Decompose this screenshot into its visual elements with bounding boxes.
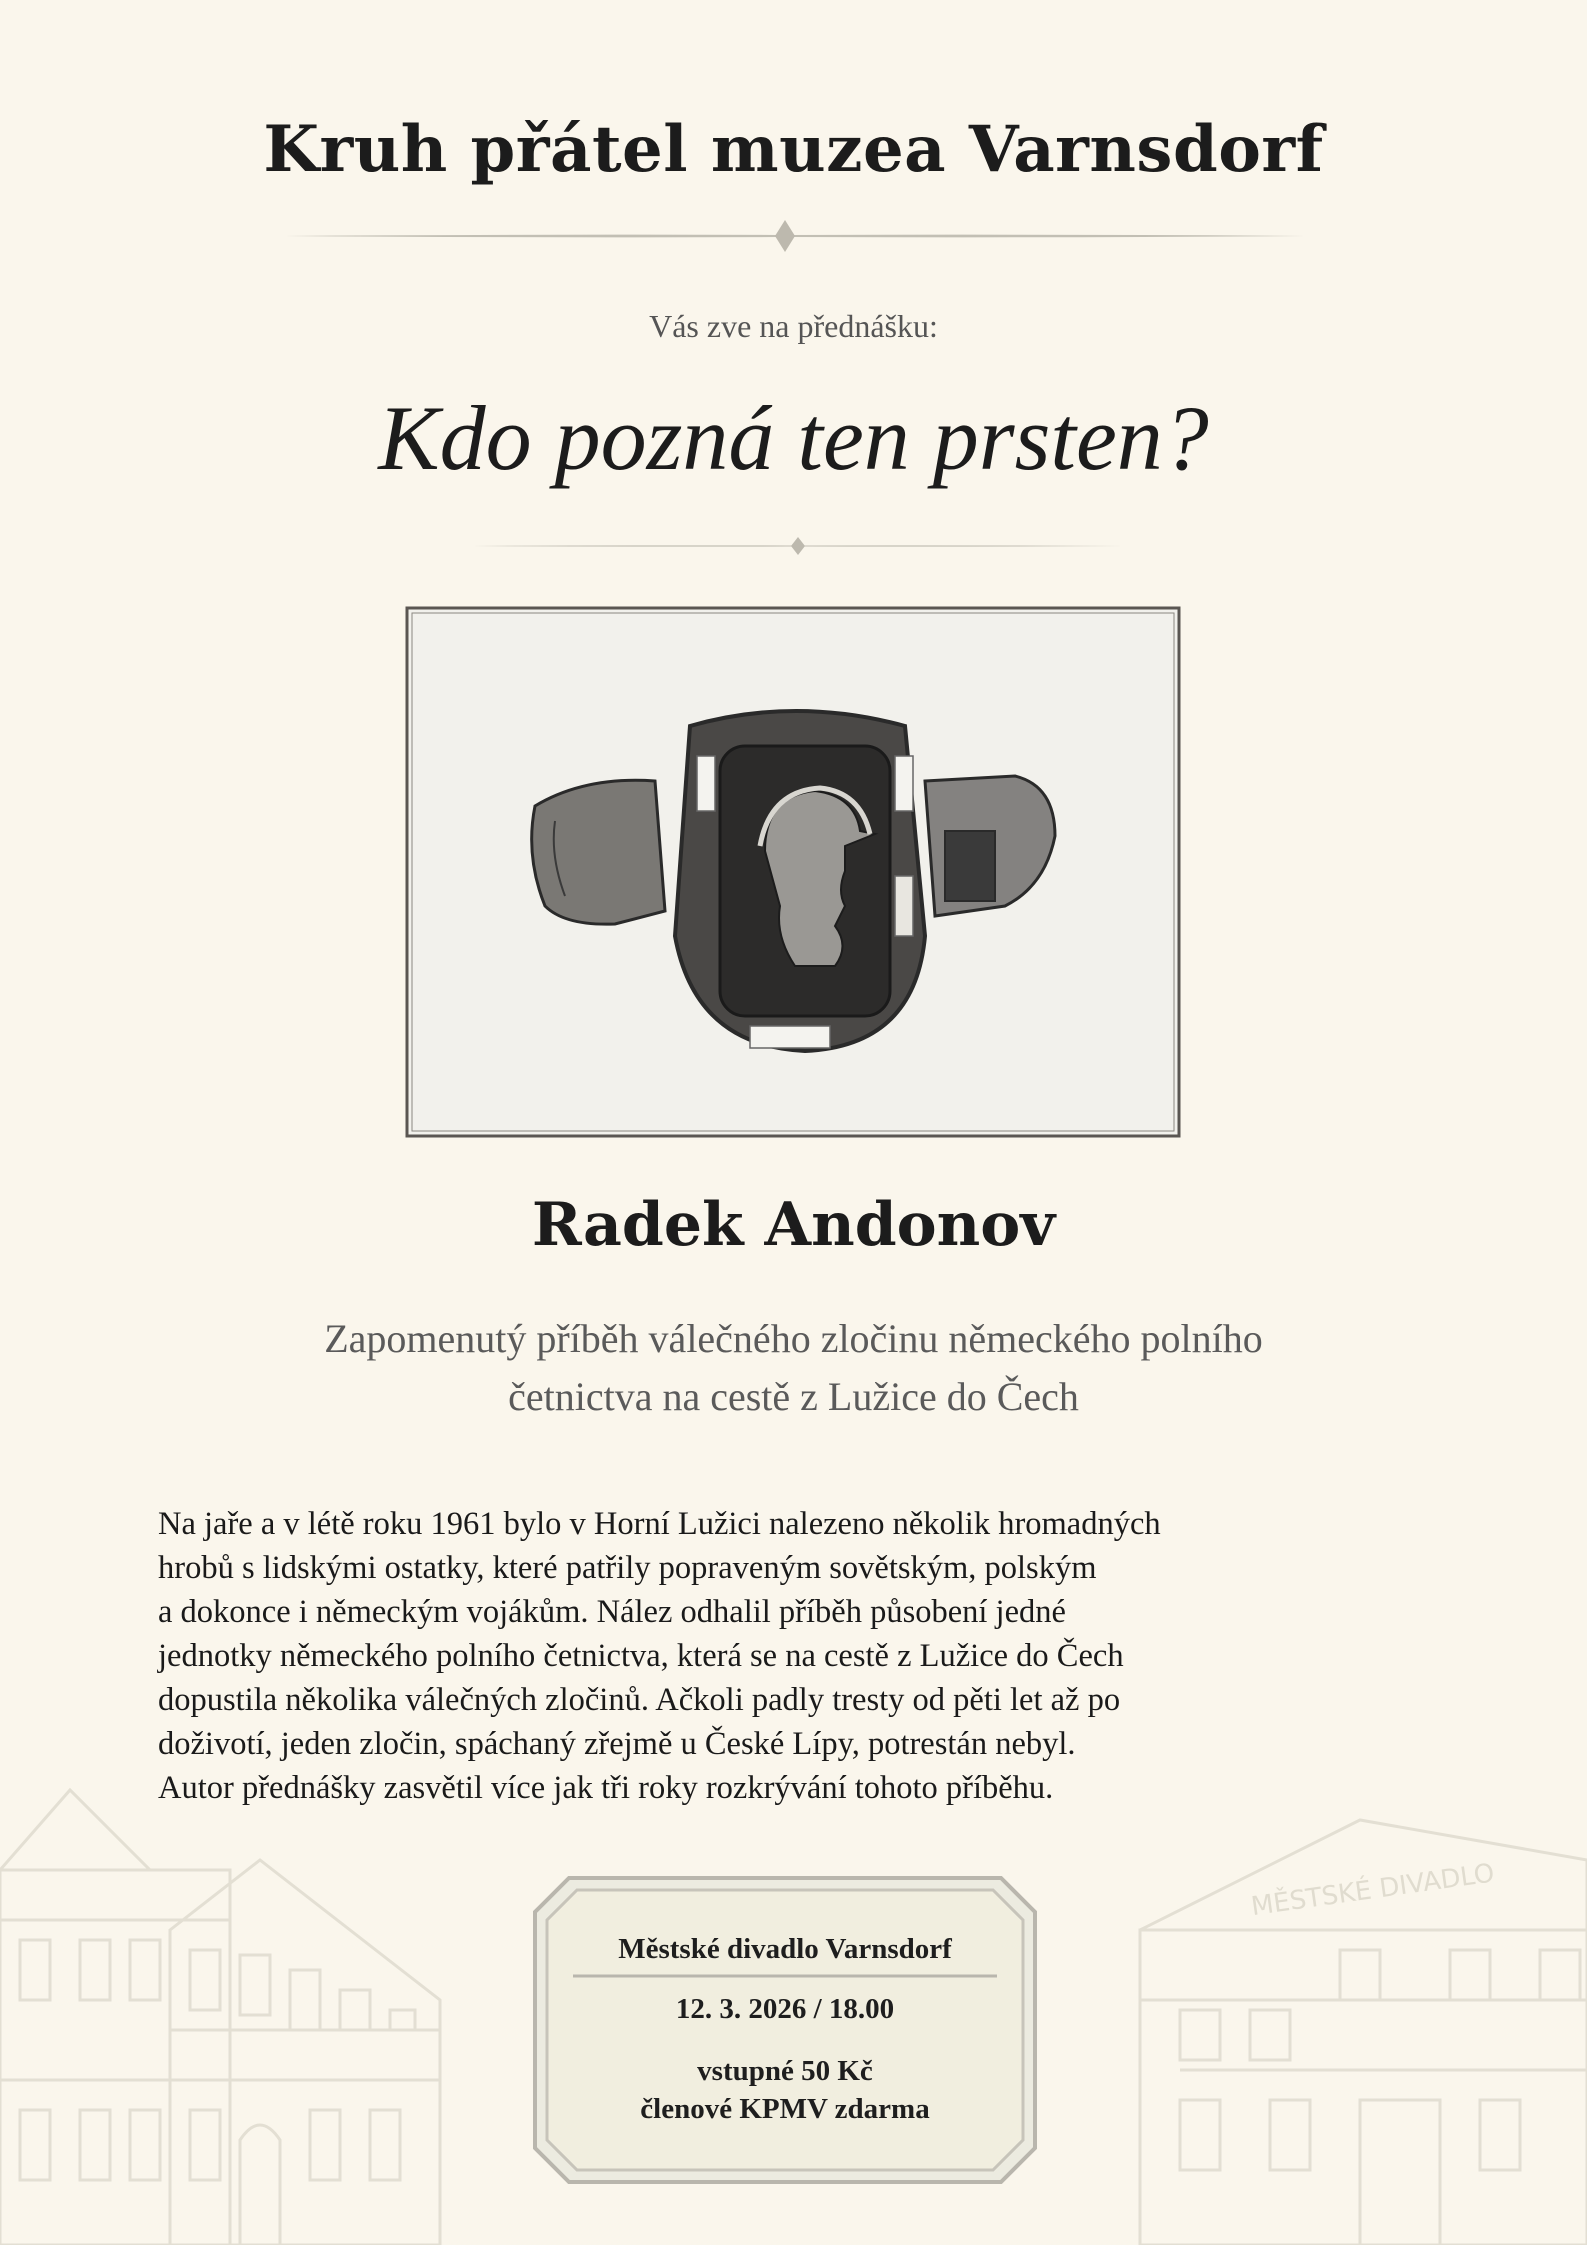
top-ornament-divider <box>285 218 1305 254</box>
event-datetime: 12. 3. 2026 / 18.00 <box>675 1993 895 2025</box>
background-sign: MĚSTSKÉ DIVADLO <box>1249 1858 1497 1923</box>
event-info-box <box>533 1876 1037 2184</box>
invitation-text: Vás zve na přednášku: <box>649 308 938 344</box>
event-members-price: členové KPMV zdarma <box>640 2093 930 2125</box>
description-line: doživotí, jeden zločin, spáchaný zřejmě u České Lípy, potrestán nebyl. <box>158 1726 1076 1762</box>
event-venue: Městské divadlo Varnsdorf <box>618 1933 952 1965</box>
lecture-description <box>158 1502 1428 1810</box>
lecture-subtitle <box>0 1310 1587 1426</box>
description-line: jednotky německého polního četnictva, která se na cestě z Lužice do Čech <box>158 1638 1124 1674</box>
background-building-left <box>0 1780 460 2245</box>
title-ornament-divider <box>473 535 1123 557</box>
ring-illustration <box>405 606 1181 1138</box>
subtitle-line: Zapomenutý příběh válečného zločinu německého polního <box>324 1316 1263 1361</box>
background-building-right <box>1120 1800 1587 2245</box>
event-price: vstupné 50 Kč <box>697 2055 873 2087</box>
lecture-title: Kdo pozná ten prsten? <box>378 387 1209 489</box>
speaker-name: Radek Andonov <box>531 1190 1056 1260</box>
description-line: Na jaře a v létě roku 1961 bylo v Horní Lužici nalezeno několik hromadných <box>158 1506 1161 1542</box>
organization-title: Kruh přátel muzea Varnsdorf <box>263 112 1324 187</box>
description-line: a dokonce i německým vojákům. Nález odhalil příběh působení jedné <box>158 1594 1066 1630</box>
subtitle-line: četnictva na cestě z Lužice do Čech <box>508 1374 1079 1419</box>
description-line: dopustila několika válečných zločinů. Ačkoli padly tresty od pěti let až po <box>158 1682 1121 1718</box>
description-line: Autor přednášky zasvětil více jak tři roky rozkrývání tohoto příběhu. <box>158 1770 1054 1806</box>
description-line: hrobů s lidskými ostatky, které patřily popraveným sovětským, polským <box>158 1550 1097 1586</box>
